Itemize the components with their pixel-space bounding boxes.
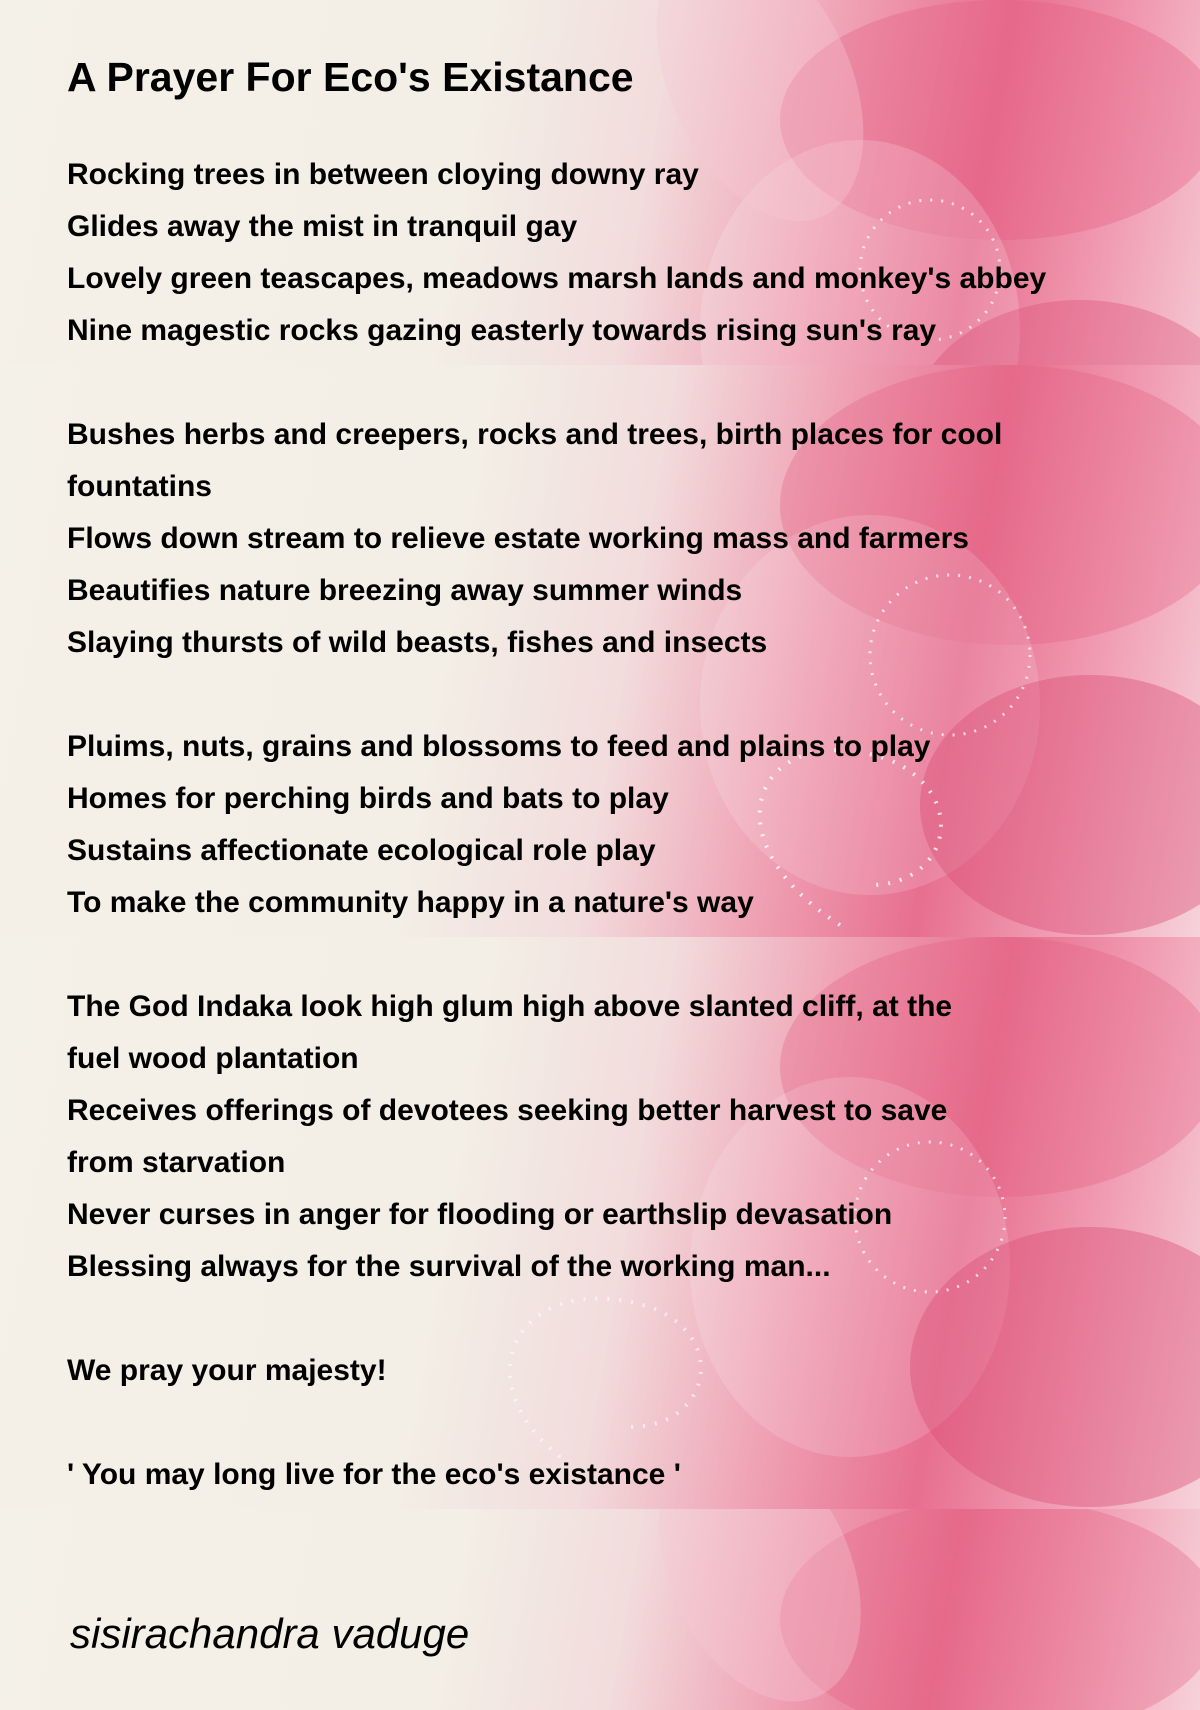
poem-line: Homes for perching birds and bats to play <box>67 782 669 815</box>
poem-line: from starvation <box>67 1146 286 1179</box>
stanza-break <box>67 357 1167 409</box>
poem-body <box>67 149 1167 1501</box>
stanza-break <box>67 1397 1167 1449</box>
poem-line: Pluims, nuts, grains and blossoms to feed and plains to play <box>67 730 931 763</box>
poem-line: Receives offerings of devotees seeking better harvest to save <box>67 1094 948 1127</box>
poem-line: Flows down stream to relieve estate working mass and farmers <box>67 522 969 555</box>
poem-line: Sustains affectionate ecological role play <box>67 834 656 867</box>
poem-line: To make the community happy in a nature's way <box>67 886 754 919</box>
poem-title: A Prayer For Eco's Existance <box>67 54 634 100</box>
poem-line: Blessing always for the survival of the working man... <box>67 1250 831 1283</box>
poem-line: Beautifies nature breezing away summer winds <box>67 574 743 607</box>
poem-line: ' You may long live for the eco's existance ' <box>67 1458 681 1491</box>
poem-line: Slaying thursts of wild beasts, fishes and insects <box>67 626 768 659</box>
poem-line: Glides away the mist in tranquil gay <box>67 210 578 243</box>
poem-line: Never curses in anger for flooding or earthslip devasation <box>67 1198 893 1231</box>
poem-line: Rocking trees in between cloying downy ray <box>67 158 699 191</box>
stanza-break <box>67 929 1167 981</box>
poem-line: Bushes herbs and creepers, rocks and trees, birth places for cool <box>67 418 1003 451</box>
poem-line: We pray your majesty! <box>67 1354 387 1387</box>
stanza-break <box>67 669 1167 721</box>
stanza-break <box>67 1293 1167 1345</box>
poem-author: sisirachandra vaduge <box>70 1610 470 1657</box>
poem-line: fuel wood plantation <box>67 1042 359 1075</box>
poem-line: The God Indaka look high glum high above slanted cliff, at the <box>67 990 953 1023</box>
poem-line: Lovely green teascapes, meadows marsh lands and monkey's abbey <box>67 262 1047 295</box>
poem-line: fountatins <box>67 470 212 503</box>
poem-line: Nine magestic rocks gazing easterly towards rising sun's ray <box>67 314 937 347</box>
